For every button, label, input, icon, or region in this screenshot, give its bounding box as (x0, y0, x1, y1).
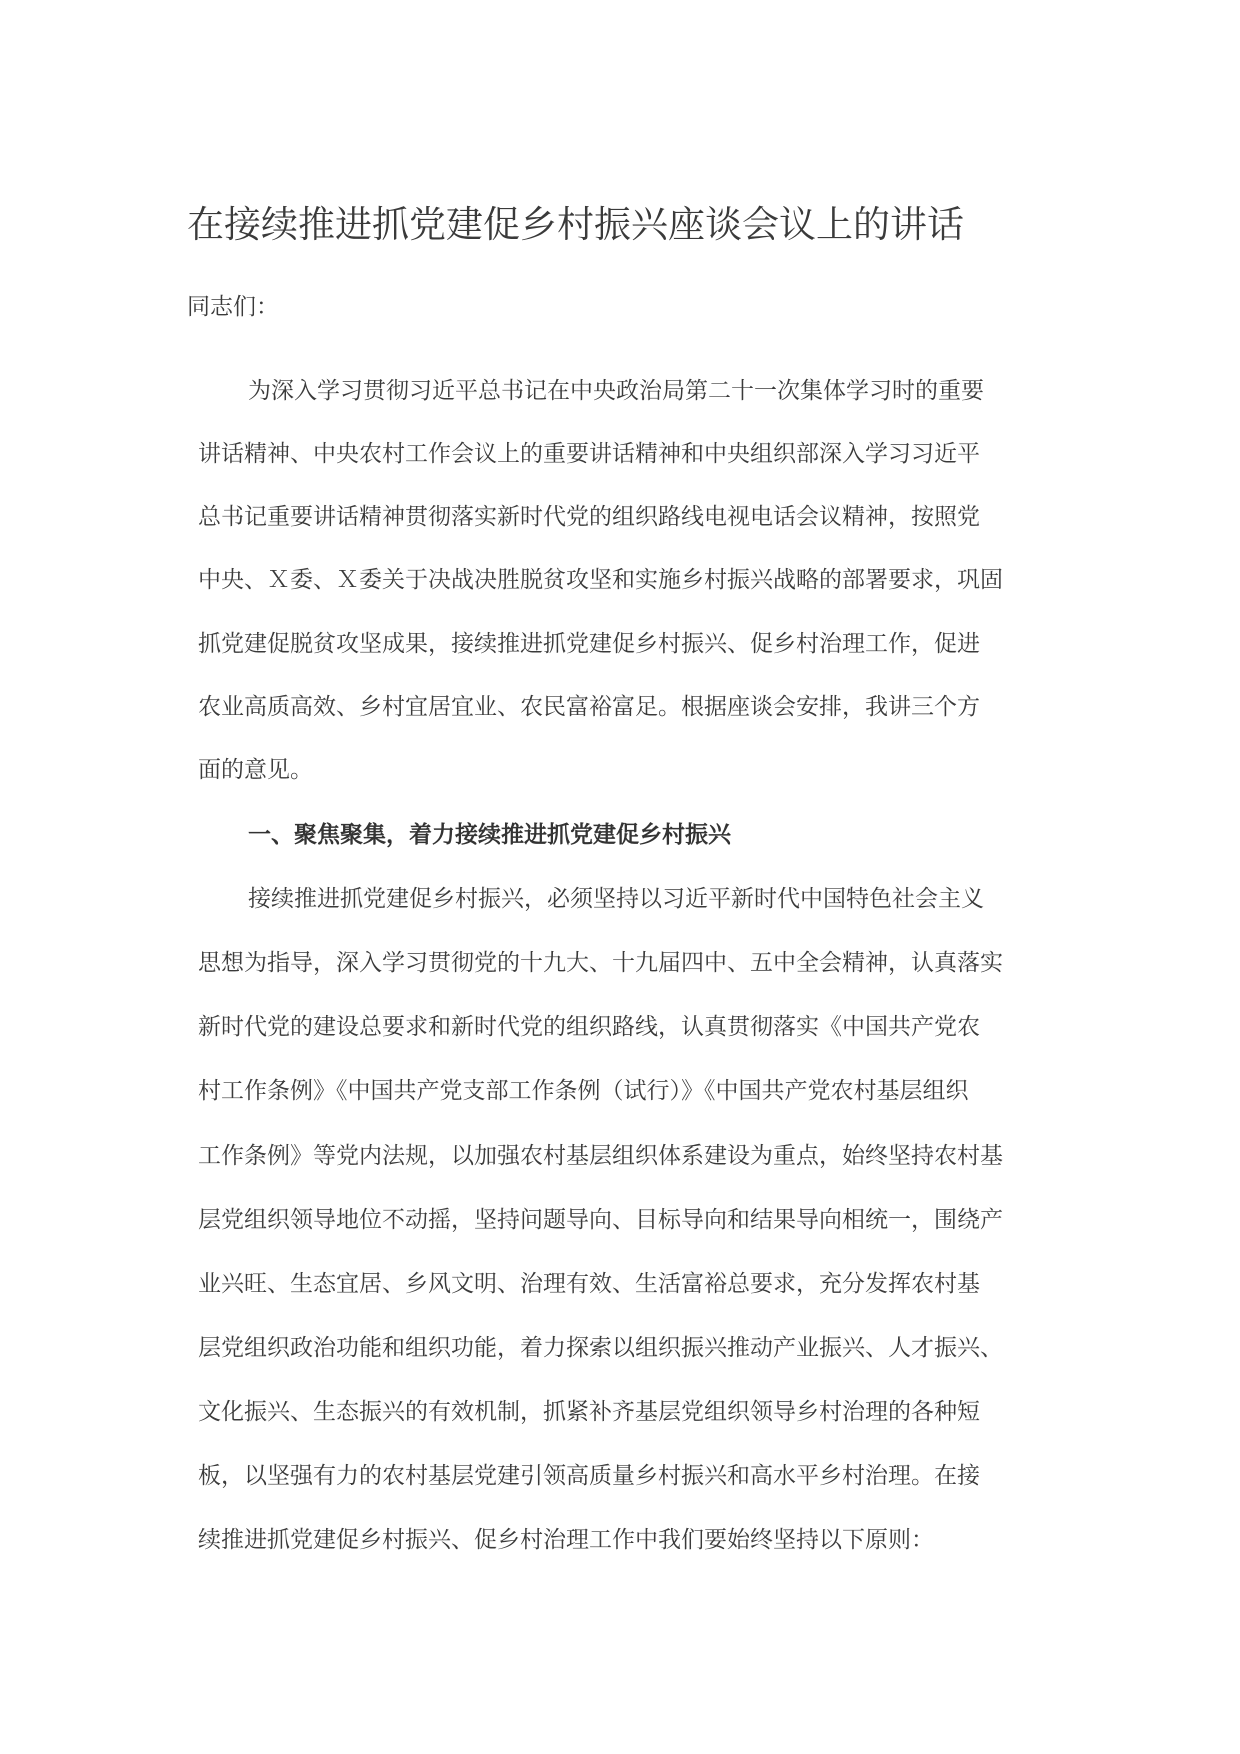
paragraph2-line: 续推进抓党建促乡村振兴、促乡村治理工作中我们要始终坚持以下原则： (198, 1527, 934, 1553)
paragraph2-line: 文化振兴、生态振兴的有效机制，抓紧补齐基层党组织领导乡村治理的各种短 (198, 1399, 980, 1425)
paragraph1-line: 面的意见。 (198, 757, 313, 783)
paragraph1-line: 中央、Ｘ委、Ｘ委关于决战决胜脱贫攻坚和实施乡村振兴战略的部署要求，巩固 (198, 567, 1003, 593)
paragraph2-line: 板，以坚强有力的农村基层党建引领高质量乡村振兴和高水平乡村治理。在接 (198, 1463, 980, 1489)
paragraph1-line: 总书记重要讲话精神贯彻落实新时代党的组织路线电视电话会议精神，按照党 (198, 504, 980, 530)
salutation: 同志们： (187, 294, 279, 320)
document-title: 在接续推进抓党建促乡村振兴座谈会议上的讲话 (187, 203, 964, 246)
paragraph1-line: 讲话精神、中央农村工作会议上的重要讲话精神和中央组织部深入学习习近平 (198, 441, 980, 467)
section-heading: 一、聚焦聚集，着力接续推进抓党建促乡村振兴 (248, 822, 731, 848)
paragraph2-line: 新时代党的建设总要求和新时代党的组织路线，认真贯彻落实《中国共产党农 (198, 1014, 980, 1040)
paragraph1-line: 为深入学习贯彻习近平总书记在中央政治局第二十一次集体学习时的重要 (248, 378, 984, 404)
paragraph2-line: 思想为指导，深入学习贯彻党的十九大、十九届四中、五中全会精神，认真落实 (198, 950, 1003, 976)
paragraph2-line: 村工作条例》《中国共产党支部工作条例（试行）》《中国共产党农村基层组织 (198, 1078, 969, 1104)
paragraph1-line: 抓党建促脱贫攻坚成果，接续推进抓党建促乡村振兴、促乡村治理工作，促进 (198, 631, 980, 657)
paragraph2-line: 层党组织领导地位不动摇，坚持问题导向、目标导向和结果导向相统一，围绕产 (198, 1207, 1003, 1233)
paragraph2-line: 层党组织政治功能和组织功能，着力探索以组织振兴推动产业振兴、人才振兴、 (198, 1335, 1003, 1361)
paragraph2-line: 工作条例》等党内法规，以加强农村基层组织体系建设为重点，始终坚持农村基 (198, 1143, 1003, 1169)
paragraph2-line: 接续推进抓党建促乡村振兴，必须坚持以习近平新时代中国特色社会主义 (248, 886, 984, 912)
paragraph1-line: 农业高质高效、乡村宜居宜业、农民富裕富足。根据座谈会安排，我讲三个方 (198, 694, 980, 720)
paragraph2-line: 业兴旺、生态宜居、乡风文明、治理有效、生活富裕总要求，充分发挥农村基 (198, 1271, 980, 1297)
